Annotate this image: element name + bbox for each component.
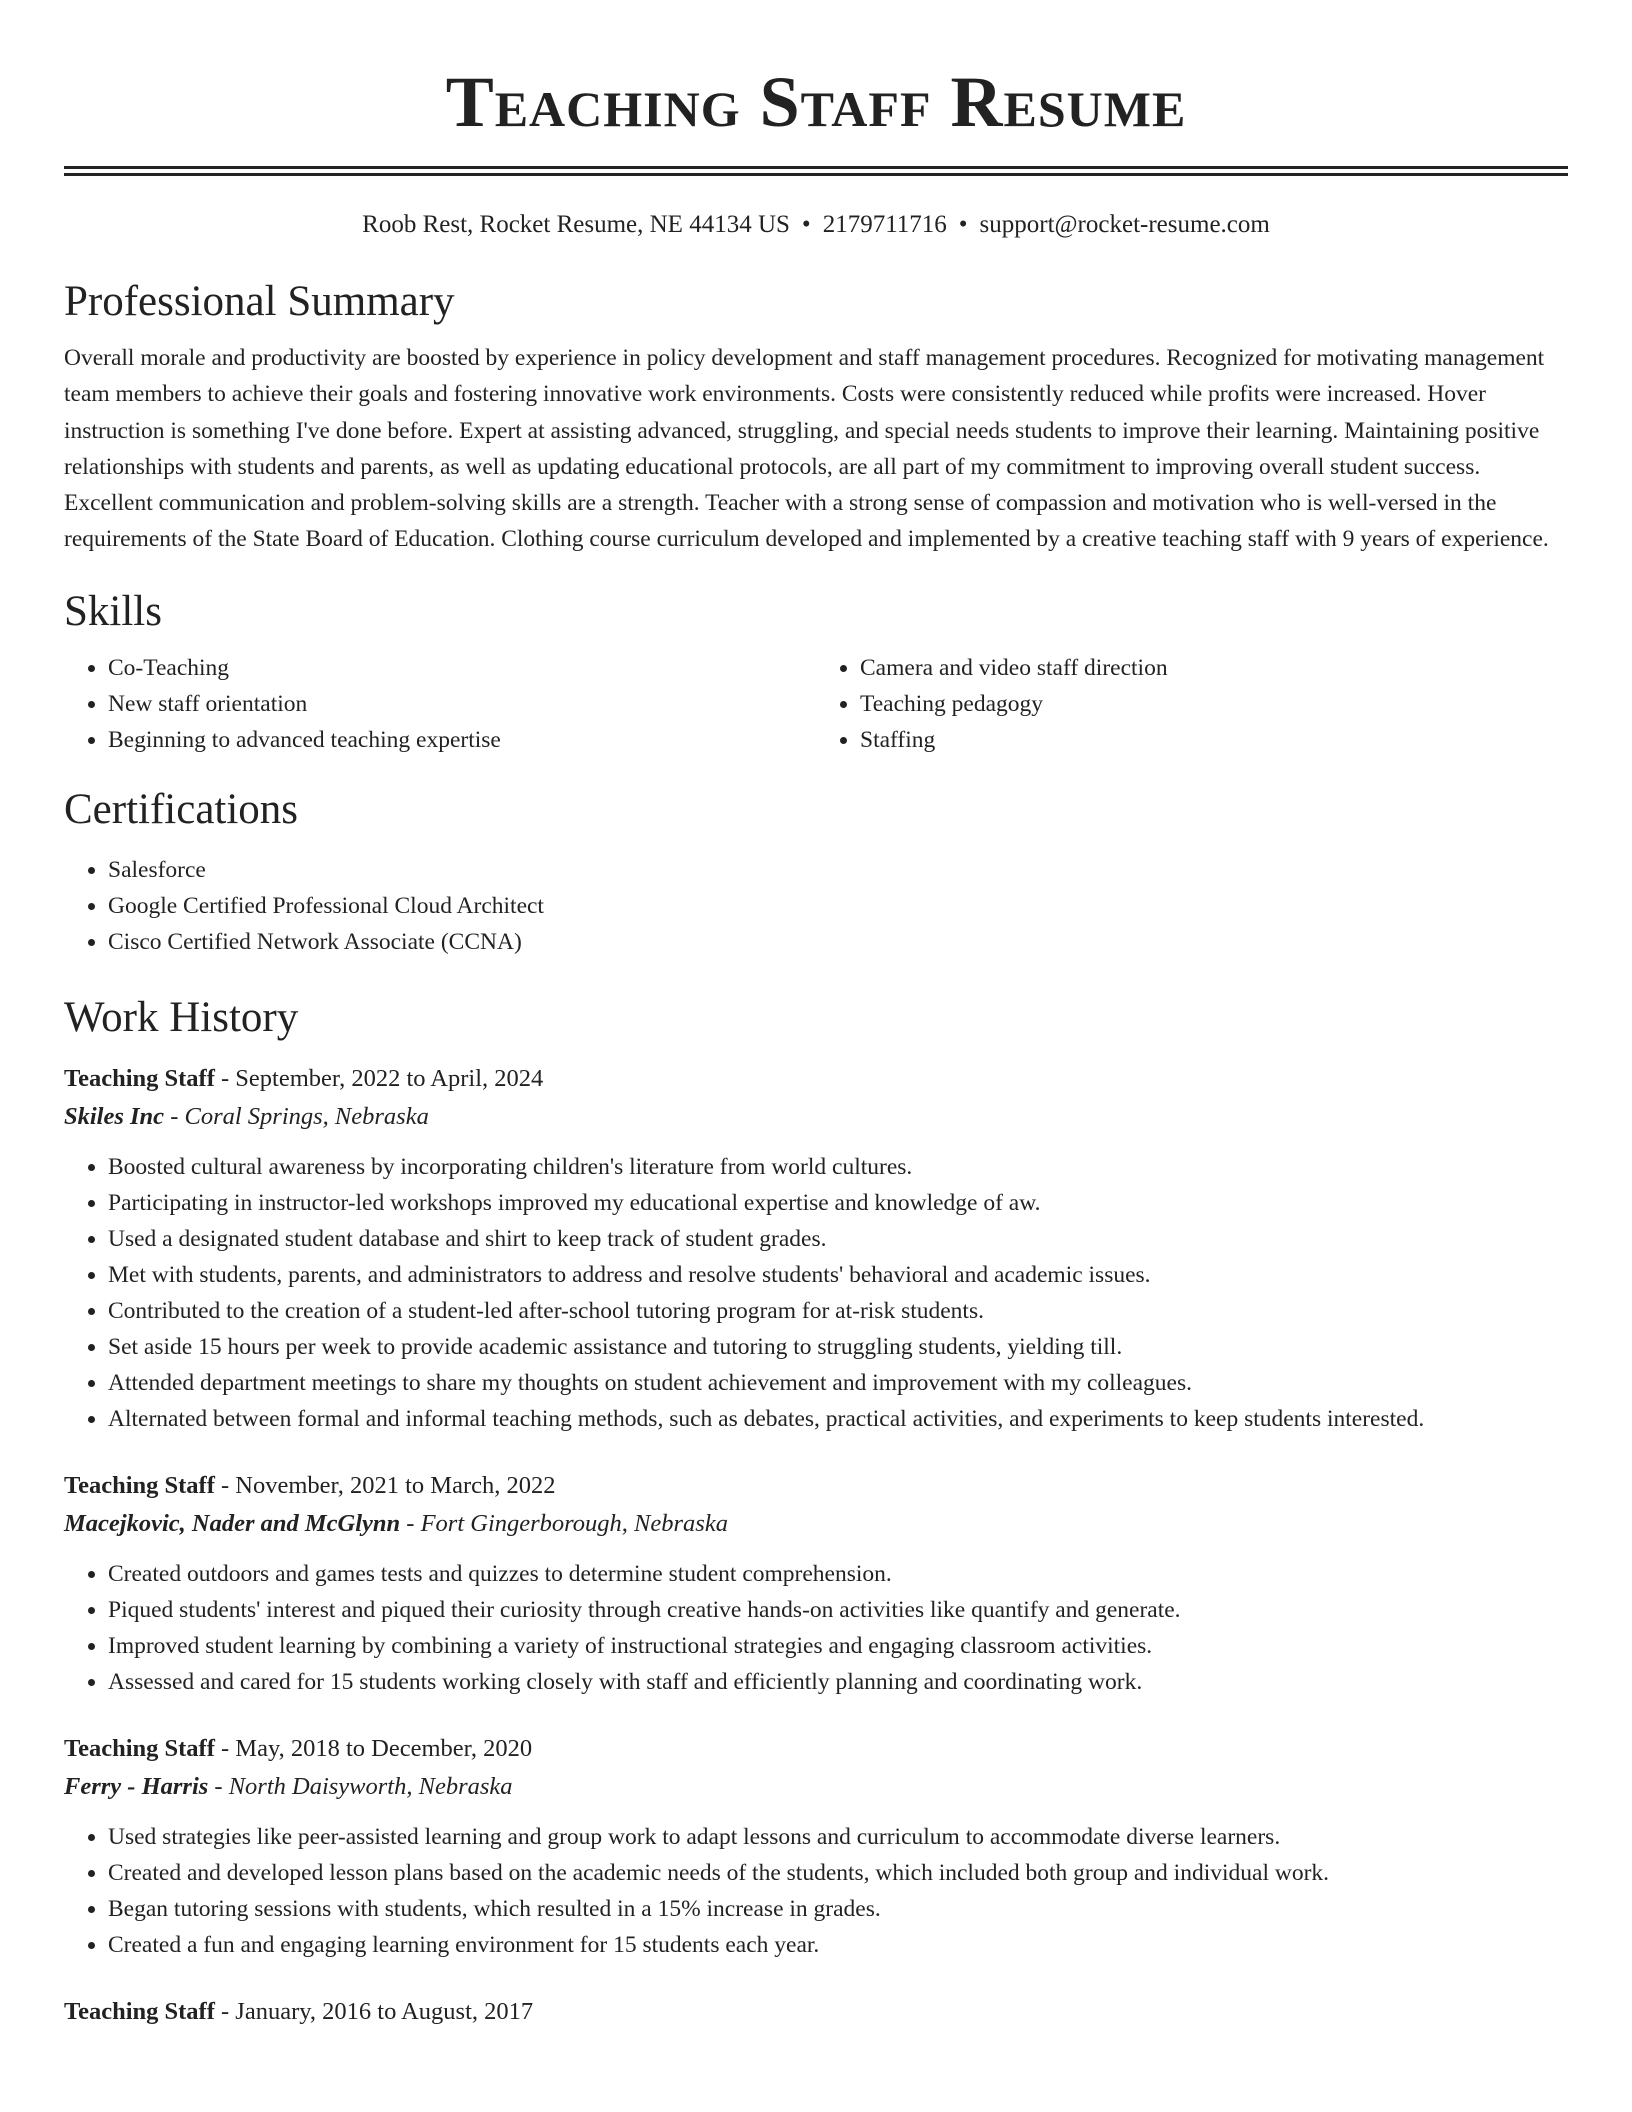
skill-item: • New staff orientation	[108, 686, 816, 722]
skill-item: • Camera and video staff direction	[860, 650, 1568, 686]
job-title-line	[64, 1060, 1568, 1098]
job-employer-line	[64, 1505, 1568, 1543]
certifications-section	[64, 782, 1568, 960]
work-history-section	[64, 990, 1568, 2031]
contact-phone: 2179711716	[822, 211, 947, 238]
job-duty: • Created outdoors and games tests and quizzes to determine student comprehension.	[108, 1556, 1568, 1592]
certifications-heading: Certifications	[64, 785, 299, 833]
contact-address: Roob Rest, Rocket Resume, NE 44134 US	[362, 211, 790, 238]
job-duty: • Piqued students' interest and piqued their curiosity through creative hands-on activities like quantify and generate.	[108, 1592, 1568, 1628]
job-duty: • Began tutoring sessions with students, which resulted in a 15% increase in grades.	[108, 1891, 1568, 1927]
summary-section	[64, 274, 1568, 558]
job-duty: • Contributed to the creation of a student-led after-school tutoring program for at-risk students.	[108, 1293, 1568, 1329]
resume-title: Teaching Staff Resume	[445, 62, 1187, 142]
skills-list-left	[64, 650, 816, 758]
job-location: - Fort Gingerborough, Nebraska	[400, 1509, 728, 1537]
job-entry	[64, 1993, 1568, 2031]
job-dates: - November, 2021 to March, 2022	[214, 1471, 556, 1499]
job-entry	[64, 1730, 1568, 1963]
job-duty: • Met with students, parents, and administrators to address and resolve students' behavioral and academic issues.	[108, 1257, 1568, 1293]
job-duty: • Created a fun and engaging learning environment for 15 students each year.	[108, 1927, 1568, 1963]
job-title-line	[64, 1730, 1568, 1768]
certifications-list	[64, 852, 1568, 960]
job-duties-list	[64, 1819, 1568, 1963]
skill-item: • Teaching pedagogy	[860, 686, 1568, 722]
work-history-heading: Work History	[64, 993, 299, 1041]
job-company: Skiles Inc	[64, 1102, 165, 1130]
contact-email: support@rocket-resume.com	[979, 211, 1270, 238]
skill-item: • Staffing	[860, 722, 1568, 758]
certification-item: • Google Certified Professional Cloud Architect	[108, 888, 1568, 924]
summary-heading: Professional Summary	[64, 278, 455, 325]
job-role: Teaching Staff	[64, 1997, 215, 2025]
skills-list-right	[816, 650, 1568, 758]
job-location: - Coral Springs, Nebraska	[164, 1102, 429, 1130]
job-duty: • Used a designated student database and shirt to keep track of student grades.	[108, 1221, 1568, 1257]
job-duty: • Boosted cultural awareness by incorporating children's literature from world cultures.	[108, 1149, 1568, 1185]
summary-text: Overall morale and productivity are boosted by experience in policy development and staff management procedures. Recognized for motivating management team members to achieve their goals and fostering innovative work environments. Costs were consistently reduced while profits were increased. Hover instruction is something I've done before. Expert at assisting advanced, struggling, and special needs students to improve their learning. Maintaining positive relationships with students and parents, as well as updating educational protocols, are all part of my commitment to improving overall student success. Excellent communication and problem-solving skills are a strength. Teacher with a strong sense of compassion and motivation who is well-versed in the requirements of the State Board of Education. Clothing course curriculum developed and implemented by a creative teaching staff with 9 years of experience.	[64, 345, 1549, 553]
contact-separator: •	[801, 211, 811, 238]
resume-page	[64, 0, 1568, 2031]
skills-heading: Skills	[64, 587, 162, 635]
skills-section	[64, 584, 1568, 758]
skills-columns	[64, 650, 1568, 758]
job-duties-list	[64, 1149, 1568, 1437]
contact-separator: •	[958, 211, 968, 238]
skill-item: • Co-Teaching	[108, 650, 816, 686]
job-duty: • Participating in instructor-led workshops improved my educational expertise and knowledge of aw.	[108, 1185, 1568, 1221]
job-role: Teaching Staff	[64, 1471, 215, 1499]
job-employer-line	[64, 1768, 1568, 1806]
skill-item: • Beginning to advanced teaching expertise	[108, 722, 816, 758]
job-duty: • Assessed and cared for 15 students working closely with staff and efficiently planning and coordinating work.	[108, 1664, 1568, 1700]
job-title-line	[64, 1467, 1568, 1505]
job-entry	[64, 1467, 1568, 1700]
job-duty: • Created and developed lesson plans based on the academic needs of the students, which included both group and individual work.	[108, 1855, 1568, 1891]
job-duty: • Set aside 15 hours per week to provide academic assistance and tutoring to struggling students, yielding till.	[108, 1329, 1568, 1365]
job-duties-list	[64, 1556, 1568, 1700]
job-duty: • Used strategies like peer-assisted learning and group work to adapt lessons and curriculum to accommodate diverse learners.	[108, 1819, 1568, 1855]
job-dates: - September, 2022 to April, 2024	[214, 1064, 544, 1092]
certification-item: • Salesforce	[108, 852, 1568, 888]
job-company: Macejkovic, Nader and McGlynn	[64, 1509, 401, 1537]
job-dates: - May, 2018 to December, 2020	[214, 1734, 533, 1762]
certification-item: • Cisco Certified Network Associate (CCNA)	[108, 924, 1568, 960]
job-duty: • Alternated between formal and informal teaching methods, such as debates, practical activities, and experiments to keep students interested.	[108, 1401, 1568, 1437]
contact-line	[64, 208, 1568, 242]
job-duty: • Attended department meetings to share my thoughts on student achievement and improvement with my colleagues.	[108, 1365, 1568, 1401]
job-dates: - January, 2016 to August, 2017	[214, 1997, 534, 2025]
job-duty: • Improved student learning by combining a variety of instructional strategies and engaging classroom activities.	[108, 1628, 1568, 1664]
job-employer-line	[64, 1098, 1568, 1136]
job-role: Teaching Staff	[64, 1064, 215, 1092]
job-company: Ferry - Harris	[64, 1772, 209, 1800]
job-location: - North Daisyworth, Nebraska	[208, 1772, 513, 1800]
job-role: Teaching Staff	[64, 1734, 215, 1762]
job-title-line	[64, 1993, 1568, 2031]
job-entry	[64, 1060, 1568, 1437]
title-double-rule	[64, 166, 1568, 176]
